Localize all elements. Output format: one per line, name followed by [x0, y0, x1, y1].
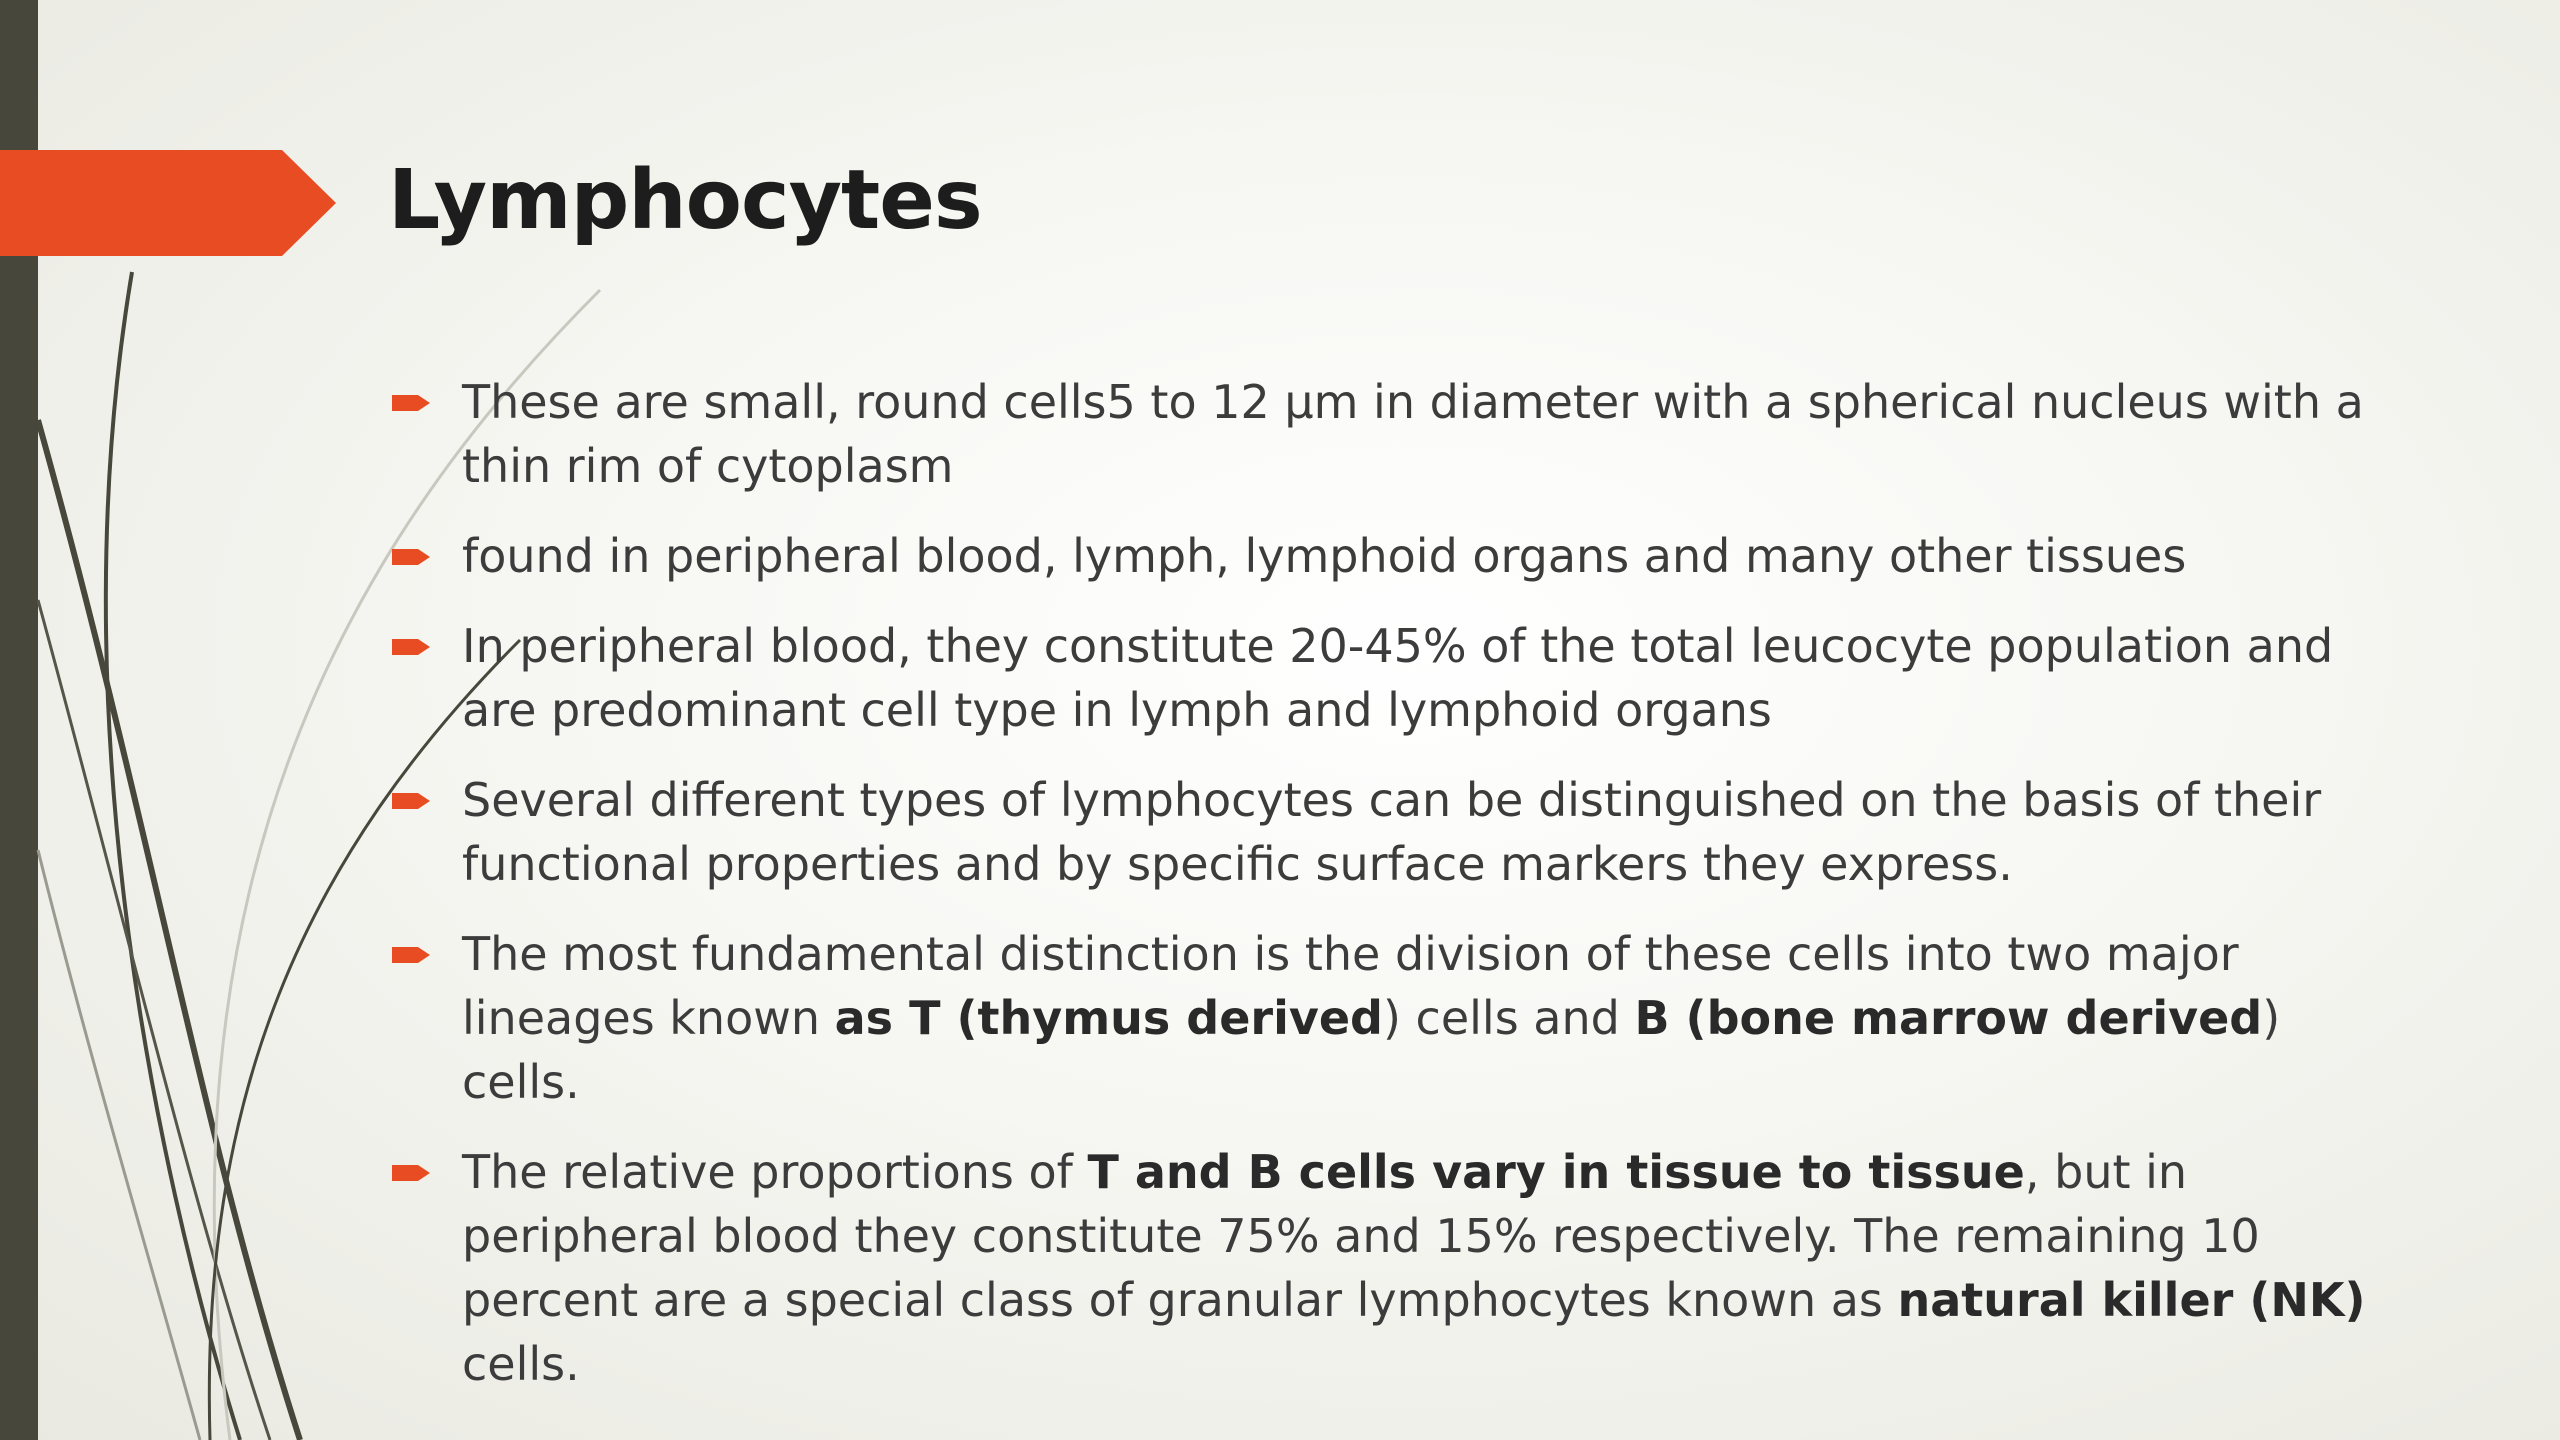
bullet-arrow-icon [392, 392, 432, 414]
bullet-text [462, 927, 2280, 1109]
slide-title: Lymphocytes [388, 153, 982, 248]
bullet-list [390, 370, 2400, 1422]
bullet-text [462, 375, 2364, 493]
bullet-text [462, 619, 2333, 737]
bullet-item [390, 1140, 2400, 1396]
bullet-item [390, 768, 2400, 896]
bullet-text [462, 1145, 2366, 1391]
bullet-arrow-icon [392, 636, 432, 658]
bullet-text [462, 529, 2186, 583]
bullet-text-part: , but in peripheral blood they constitute 75% and 15% respectively. The remaining 10 percent are a special class of granular lymphocytes known as [462, 1145, 2260, 1327]
bullet-text-part: ) cells. [462, 991, 2281, 1109]
bullet-text-part: In peripheral blood, they constitute 20-45% of the total leucocyte population and are predominant cell type in lymph and lymphoid organs [462, 619, 2334, 737]
bullet-item [390, 370, 2400, 498]
bullet-text-part: found in peripheral blood, lymph, lymphoid organs and many other tissues [462, 529, 2187, 583]
bullet-arrow-icon [392, 944, 432, 966]
bullet-text [462, 773, 2321, 891]
bullet-text-part: ) cells and [1382, 991, 1635, 1045]
bullet-text-bold: B (bone marrow derived [1634, 991, 2263, 1045]
bullet-arrow-icon [392, 546, 432, 568]
bullet-text-part: Several different types of lymphocytes can be distinguished on the basis of their functional properties and by specific surface markers they express. [462, 773, 2322, 891]
bullet-item [390, 922, 2400, 1114]
bullet-text-part: These are small, round cells5 to 12 μm in diameter with a spherical nucleus with a thin rim of cytoplasm [462, 375, 2364, 493]
bullet-text-part: The most fundamental distinction is the division of these cells into two major lineages known [462, 927, 2239, 1045]
bullet-text-bold: natural killer (NK) [1897, 1273, 2366, 1327]
bullet-text-bold: T and B cells vary in tissue to tissue [1087, 1145, 2025, 1199]
bullet-text-bold: as T (thymus derived [834, 991, 1383, 1045]
bullet-item [390, 524, 2400, 588]
bullet-text-part: cells. [462, 1337, 580, 1391]
bullet-arrow-icon [392, 1162, 432, 1184]
bullet-arrow-icon [392, 790, 432, 812]
bullet-text-part: The relative proportions of [462, 1145, 1088, 1199]
title-arrow-shape [0, 150, 336, 256]
bullet-item [390, 614, 2400, 742]
